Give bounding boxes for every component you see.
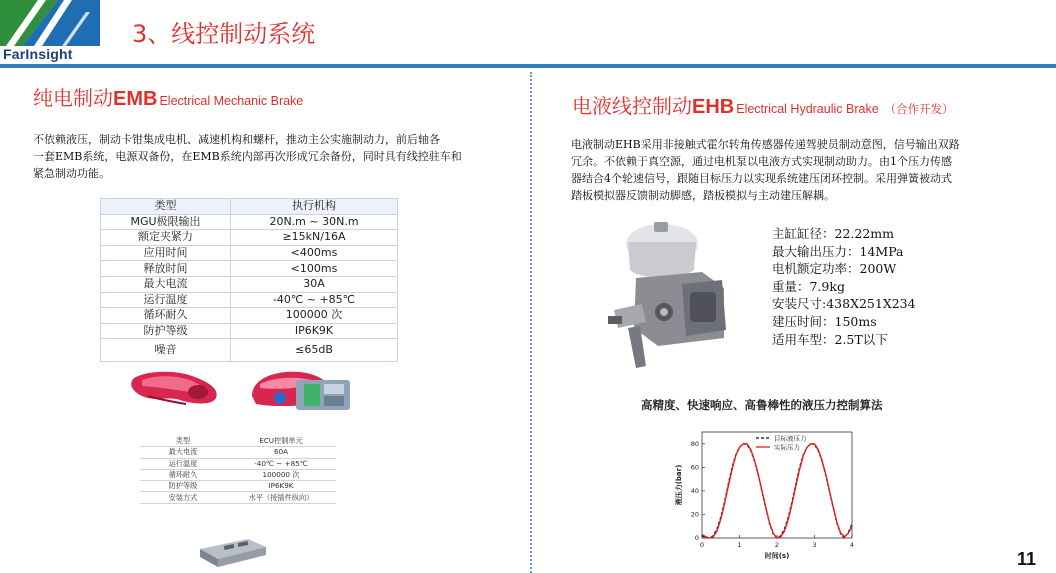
emb-caliper-image xyxy=(128,366,228,412)
table-cell: 防护等级 xyxy=(101,323,231,339)
emb-title-code: EMB xyxy=(113,88,158,110)
table-row xyxy=(101,199,398,215)
spec-item: 建压时间：150ms xyxy=(772,313,877,329)
table-cell: 循环耐久 xyxy=(101,308,231,324)
ehb-description-line: 冗余。不依赖于真空源，通过电机泵以电液方式实现制动助力。由1个压力传感 xyxy=(571,155,952,168)
pressure-chart xyxy=(672,424,868,564)
table-cell: IP6K9K xyxy=(226,481,336,492)
algorithm-title: 高精度、快速响应、高鲁棒性的液压力控制算法 xyxy=(641,398,883,412)
x-tick-label: 3 xyxy=(812,541,817,549)
x-tick-label: 1 xyxy=(737,541,742,549)
ehb-description-line: 器结合4个轮速信号，跟随目标压力以实现系统建压闭环控制。采用弹簧被动式 xyxy=(571,172,952,185)
emb-title-cn: 纯电制动 xyxy=(33,86,113,110)
column-divider xyxy=(530,72,533,573)
logo-text: FarInsight xyxy=(3,46,73,62)
table-row xyxy=(101,245,398,261)
table-row xyxy=(101,308,398,324)
x-axis-label: 时间(s) xyxy=(764,552,790,560)
table-cell: MGU极限输出 xyxy=(101,214,231,230)
table-row xyxy=(140,492,336,503)
series-line-2 xyxy=(702,444,852,538)
table-row xyxy=(101,323,398,339)
emb-description xyxy=(33,131,462,182)
table-cell: 100000 次 xyxy=(226,469,336,480)
table-row xyxy=(101,214,398,230)
table-cell: <100ms xyxy=(231,261,398,277)
table-row xyxy=(140,436,336,447)
table-row xyxy=(101,230,398,246)
header-divider xyxy=(0,64,1056,68)
ecu-unit-image xyxy=(196,535,270,569)
ehb-unit-image xyxy=(606,218,736,372)
table-cell: 类型 xyxy=(140,436,226,447)
table-cell: 运行温度 xyxy=(101,292,231,308)
table-cell: 最大电流 xyxy=(140,447,226,458)
page-number: 11 xyxy=(1017,549,1037,569)
ehb-title-note: （合作开发） xyxy=(884,102,954,116)
page-title: 3、线控制动系统 xyxy=(132,20,316,48)
chart-plot xyxy=(674,432,854,560)
emb-section-title xyxy=(33,82,303,111)
spec-item: 电机额定功率：200W xyxy=(772,261,897,277)
table-cell: 执行机构 xyxy=(231,199,398,215)
table-cell: 额定夹紧力 xyxy=(101,230,231,246)
y-tick-label: 40 xyxy=(690,487,699,496)
y-tick-label: 0 xyxy=(694,534,699,543)
spec-item: 安装尺寸:438X251X234 xyxy=(772,296,916,312)
ehb-description xyxy=(571,136,960,204)
table-cell: 最大电流 xyxy=(101,276,231,292)
y-tick-label: 20 xyxy=(690,510,699,519)
table-cell: 循环耐久 xyxy=(140,469,226,480)
table-cell: 水平（接插件纵向） xyxy=(226,492,336,503)
emb-spec-table xyxy=(100,198,398,362)
table-cell: <400ms xyxy=(231,245,398,261)
table-cell: 防护等级 xyxy=(140,481,226,492)
emb-description-line: 不依赖液压，制动卡钳集成电机、减速机构和螺杆，推动主公实施制动力，前后轴各 xyxy=(33,133,440,146)
table-row xyxy=(101,339,398,362)
ehb-section-title xyxy=(572,90,954,119)
table-cell: 30A xyxy=(231,276,398,292)
ehb-description-line: 踏板模拟器反馈制动脚感，踏板模拟与主动建压解耦。 xyxy=(571,189,835,202)
y-tick-label: 60 xyxy=(690,463,699,472)
emb-description-line: 紧急制动功能。 xyxy=(33,167,110,180)
table-cell: -40℃ ~ +85℃ xyxy=(231,292,398,308)
ehb-title-cn: 电液线控制动 xyxy=(572,94,692,118)
ehb-title-en: Electrical Hydraulic Brake xyxy=(736,102,879,116)
spec-item: 重量：7.9kg xyxy=(772,278,845,294)
table-cell: -40℃ ~ +85℃ xyxy=(226,458,336,469)
ehb-description-line: 电液制动EHB采用非接触式霍尔转角传感器传递驾驶员制动意图，信号输出双路 xyxy=(571,138,960,151)
x-tick-label: 0 xyxy=(699,541,705,549)
table-cell: 运行温度 xyxy=(140,458,226,469)
table-cell: 类型 xyxy=(101,199,231,215)
ecu-spec-table xyxy=(140,436,336,504)
table-cell: 噪音 xyxy=(101,339,231,362)
y-tick-label: 80 xyxy=(690,439,699,448)
table-cell: 100000 次 xyxy=(231,308,398,324)
ehb-title-code: EHB xyxy=(692,96,735,118)
legend-label: 目标液压力 xyxy=(774,434,807,443)
table-row xyxy=(140,469,336,480)
table-row xyxy=(140,447,336,458)
emb-title-en: Electrical Mechanic Brake xyxy=(159,94,304,108)
emb-description-line: 一套EMB系统，电源双备份，在EMB系统内部再次形成冗余备份，同时具有线控驻车和 xyxy=(33,150,462,163)
table-cell: ≥15kN/16A xyxy=(231,230,398,246)
spec-item: 最大输出压力：14MPa xyxy=(772,243,904,259)
table-cell: 60A xyxy=(226,447,336,458)
legend-label: 实际压力 xyxy=(774,443,800,452)
table-row xyxy=(101,292,398,308)
table-cell: ≤65dB xyxy=(231,339,398,362)
table-row xyxy=(101,276,398,292)
spec-item: 主缸缸径：22.22mm xyxy=(772,226,894,241)
table-row xyxy=(101,261,398,277)
spec-item: 适用车型：2.5T以下 xyxy=(772,331,888,347)
x-tick-label: 2 xyxy=(774,541,780,549)
table-row xyxy=(140,481,336,492)
table-cell: 释放时间 xyxy=(101,261,231,277)
table-row xyxy=(140,458,336,469)
table-cell: 20N.m ~ 30N.m xyxy=(231,214,398,230)
table-cell: 安装方式 xyxy=(140,492,226,503)
ehb-spec-list xyxy=(772,225,916,348)
x-tick-label: 4 xyxy=(849,541,855,549)
y-axis-label: 液压力(bar) xyxy=(675,464,683,506)
table-cell: ECU控制单元 xyxy=(226,436,336,447)
table-cell: IP6K9K xyxy=(231,323,398,339)
table-cell: 应用时间 xyxy=(101,245,231,261)
emb-actuator-image xyxy=(246,366,358,416)
